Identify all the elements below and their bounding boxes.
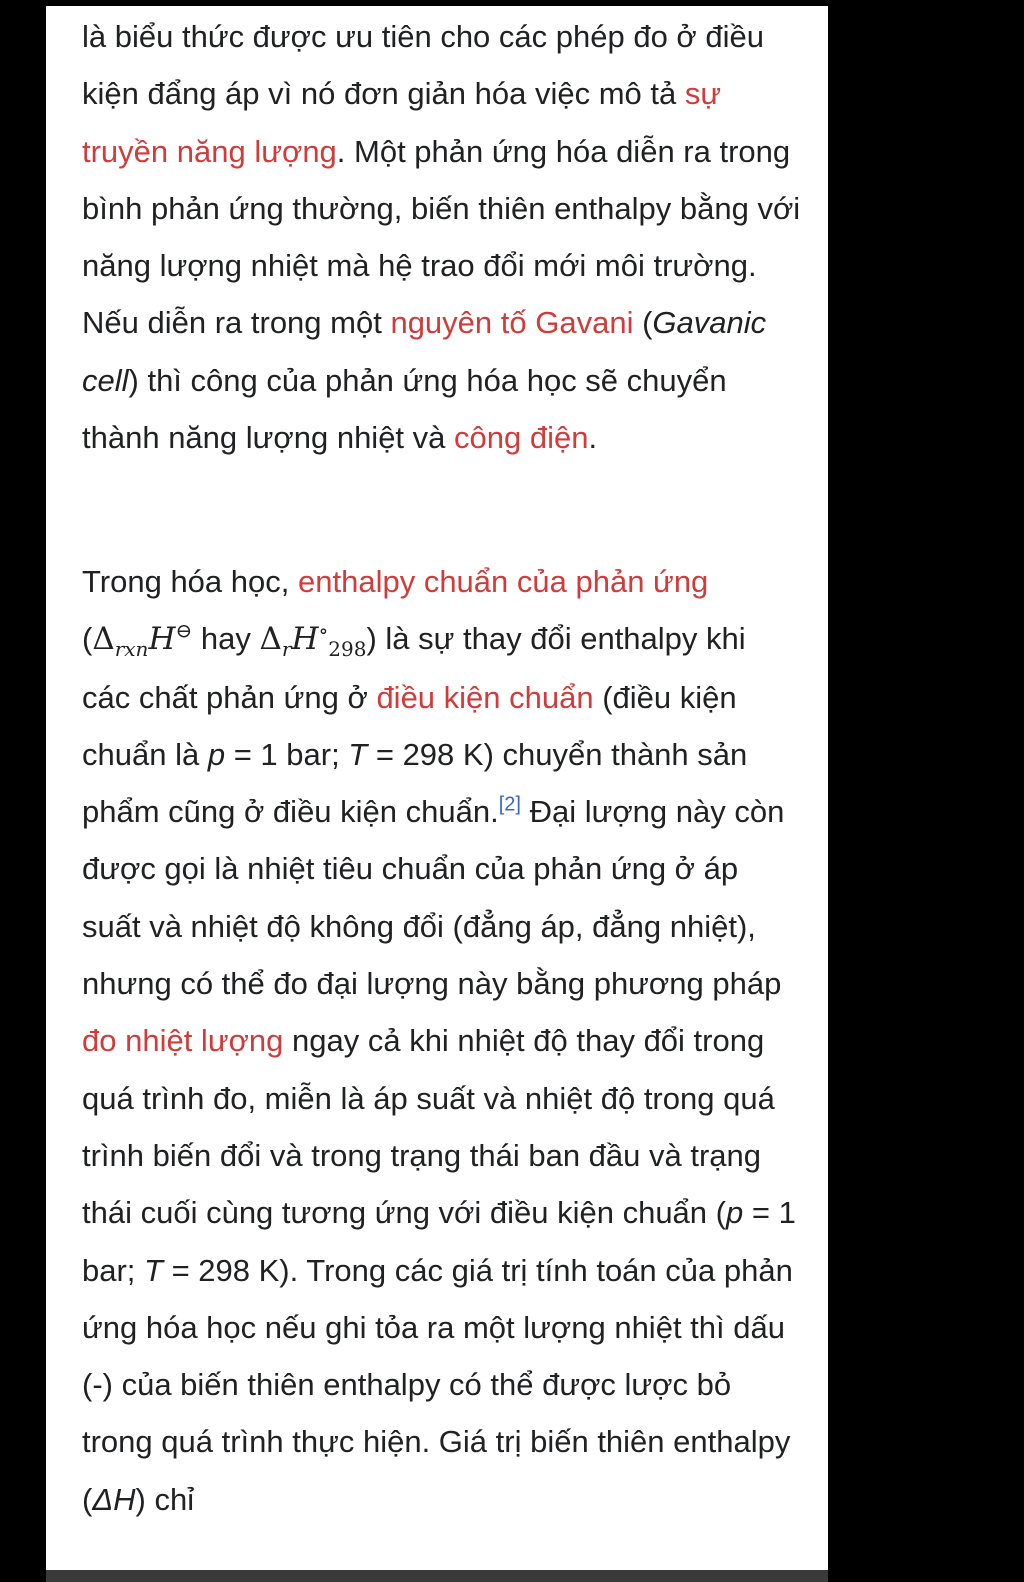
variable-t: T	[144, 1252, 163, 1288]
text: Đại lượng này còn được gọi là nhiệt tiêu chuẩn của phản ứng ở áp suất và nhiệt độ không đổi (đẳng áp, đẳng nhiệt), nhưng có thể đo đại lượng này bằng phương pháp	[82, 794, 785, 1002]
text: ) là sự thay đổi enthalpy khi các chất phản ứng ở	[82, 621, 746, 715]
math-superscript: ∘	[318, 618, 329, 643]
math-subscript: rxn	[114, 637, 149, 662]
text: = 1 bar;	[225, 736, 349, 772]
text: là biểu thức được ưu tiên cho các phép đo ở điều kiện đẩng áp vì nó đơn giản hóa việc mô tả	[82, 19, 764, 112]
variable-p: p	[207, 736, 226, 772]
link-energy-transfer[interactable]: sự truyền năng lượng	[82, 76, 722, 169]
math-subscript: r	[281, 637, 292, 662]
text: = 298 K). Trong các giá trị tính toán của phản ứng hóa học nếu ghi tỏa ra một lượng nhiệt thì dấu (-) của biến thiên enthalpy có thể được lược bỏ trong quá trình thực hiện. Giá trị biến thiên enthalpy (	[82, 1252, 793, 1517]
math-subscript-temperature: 298	[328, 637, 367, 662]
text: Trong hóa học,	[82, 564, 298, 599]
paragraph-standard-enthalpy	[82, 553, 802, 1528]
article-content	[46, 6, 828, 1570]
link-galvanic-cell[interactable]: nguyên tố Gavani	[390, 305, 634, 341]
variable-t: T	[348, 736, 368, 772]
paragraph-enthalpy-measurement	[82, 8, 802, 466]
text: ) chỉ	[135, 1481, 195, 1517]
text: ) thì công của phản ứng hóa học sẽ chuyển thành năng lượng nhiệt và	[82, 362, 727, 456]
math-superscript: ⊖	[175, 618, 193, 643]
reference-link[interactable]: [2]	[498, 793, 521, 816]
math-delta-rxn-h: $\Delta_{rxn}H^⊖$	[92, 618, 193, 662]
text: = 298 K) chuyển thành sản phẩm cũng ở điều kiện chuẩn.	[82, 736, 748, 830]
text: .	[588, 420, 598, 456]
text: hay	[192, 621, 260, 657]
text: ngay cả khi nhiệt độ thay đổi trong quá trình đo, miễn là áp suất và nhiệt độ trong quá trình biến đổi và trong trạng thái ban đầu và trạng thái cuối cùng tương ứng với điều kiện chuẩn (	[82, 1023, 775, 1231]
italic-term: Gavanic cell	[82, 305, 767, 398]
link-calorimetry[interactable]: đo nhiệt lượng	[82, 1023, 284, 1059]
text: . Một phản ứng hóa diễn ra trong bình phản ứng thường, biến thiên enthalpy bằng với năng lượng nhiệt mà hệ trao đổi mới môi trường. Nếu diễn ra trong một	[82, 133, 801, 341]
text: = 1 bar;	[82, 1195, 796, 1288]
link-electrical-work[interactable]: công điện	[454, 420, 589, 456]
variable-p: p	[725, 1195, 744, 1231]
variable-delta-h: ΔH	[92, 1481, 136, 1517]
link-standard-enthalpy-of-reaction[interactable]: enthalpy chuẩn của phản ứng	[298, 564, 709, 599]
bottom-bar	[46, 1570, 828, 1582]
text: (điều kiện chuẩn là	[82, 679, 737, 772]
math-delta-r-h-298: $\Delta_rH^\circ_{298}$	[259, 618, 367, 662]
link-standard-conditions[interactable]: điều kiện chuẩn	[376, 679, 594, 715]
text: (	[633, 305, 653, 341]
text: (	[82, 621, 93, 657]
